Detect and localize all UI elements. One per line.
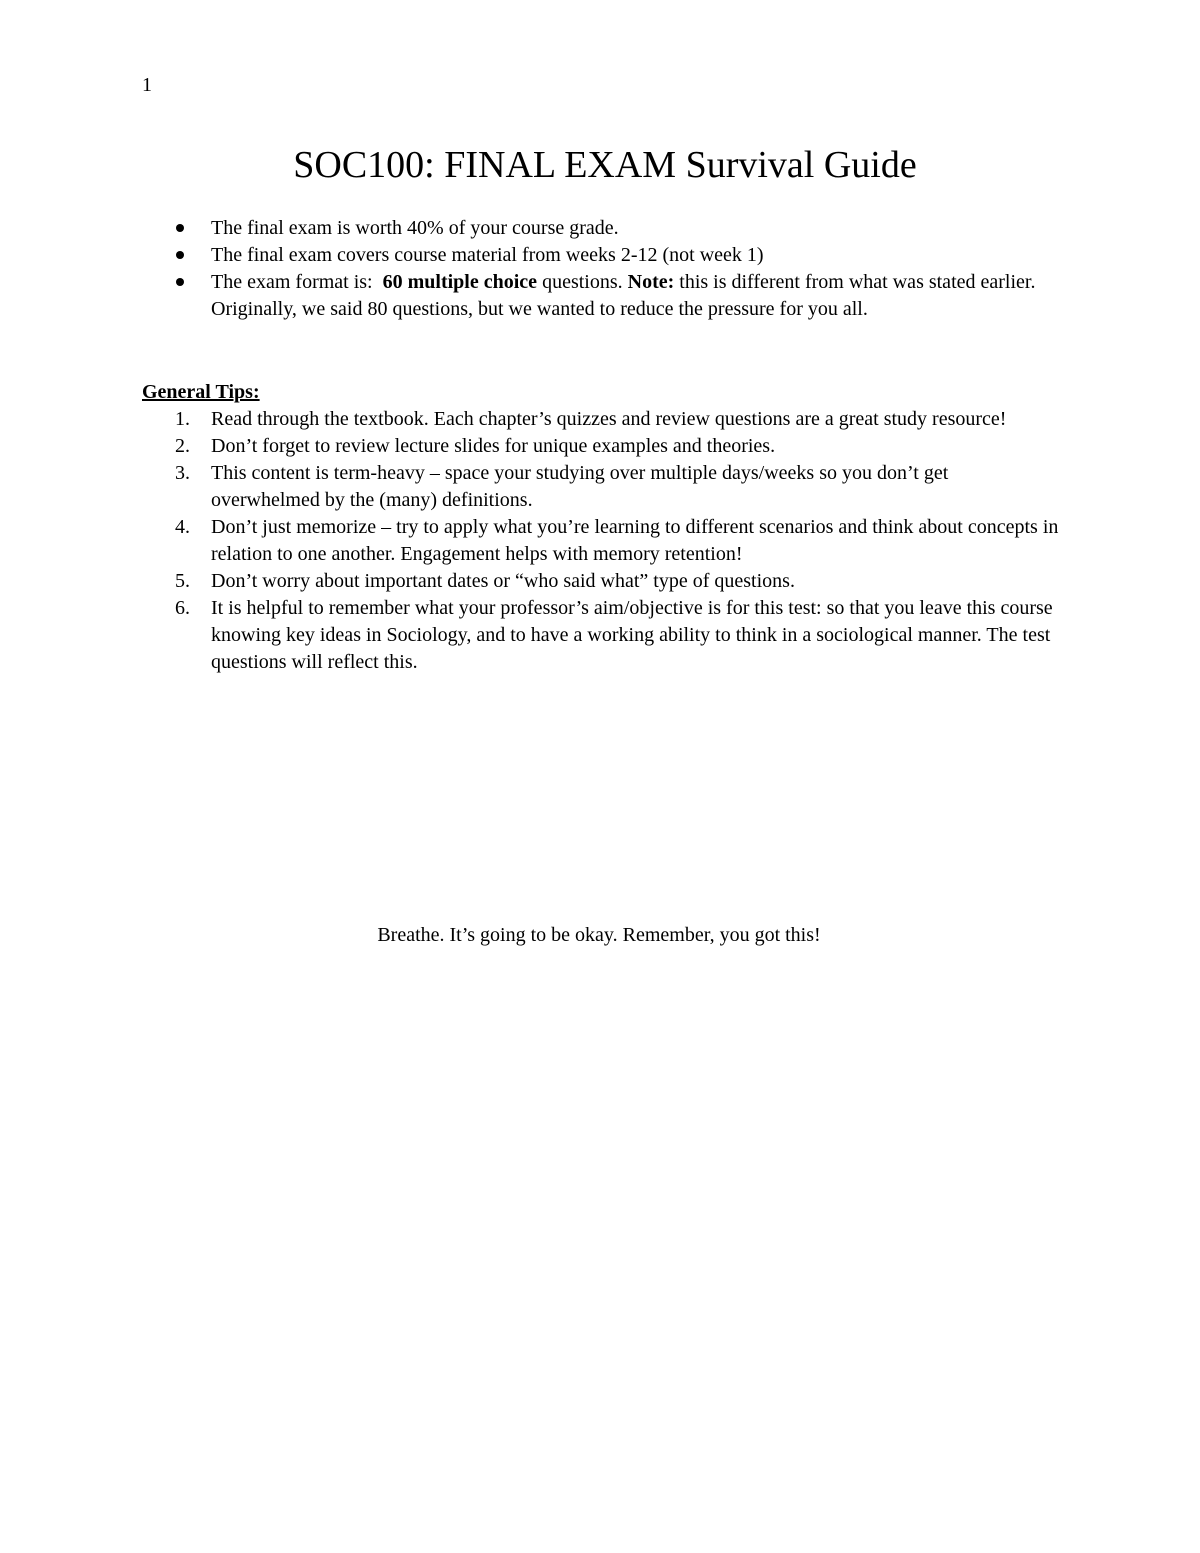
bullet-dot-icon: [176, 251, 184, 259]
closing-message: Breathe. It’s going to be okay. Remember, you got this!: [377, 924, 821, 946]
list-item: [142, 460, 1062, 514]
tips-list: [142, 406, 1062, 676]
tip-number: 4.: [175, 516, 190, 538]
list-item: [142, 433, 1062, 460]
bullet-dot-icon: [176, 224, 184, 232]
tip-text: Don’t just memorize – try to apply what you’re learning to different scenarios and think about concepts in relation to one another. Engagement helps with memory retention!: [211, 516, 1059, 565]
tip-text: This content is term-heavy – space your studying over multiple days/weeks so you don’t get overwhelmed by the (many) definitions.: [211, 462, 949, 511]
page-title: SOC100: FINAL EXAM Survival Guide: [293, 144, 917, 186]
tip-text: Read through the textbook. Each chapter’s quizzes and review questions are a great study resource!: [211, 408, 1007, 430]
bullet-text-suffix: this is different from what was stated earlier. Originally, we said 80 questions, but we wanted to reduce the pressure for you all.: [211, 271, 1036, 320]
bullet-text-middle: questions.: [537, 271, 628, 293]
bullet-dot-icon: [176, 278, 184, 286]
tip-number: 3.: [175, 462, 190, 484]
bullet-text-prefix: The exam format is:: [211, 271, 383, 293]
list-item: [142, 568, 1062, 595]
list-item: [142, 269, 1062, 323]
bullet-text-bold-note: Note:: [627, 271, 675, 293]
tips-heading: General Tips:: [142, 381, 260, 403]
tip-number: 2.: [175, 435, 190, 457]
tip-text: It is helpful to remember what your professor’s aim/objective is for this test: so that you leave this course knowing key ideas in Sociology, and to have a working ability to think in a sociological manner. The test questions will reflect this.: [211, 597, 1053, 673]
list-item: [142, 595, 1062, 676]
tip-number: 1.: [175, 408, 190, 430]
bullet-text-bold-format: 60 multiple choice: [382, 271, 538, 293]
list-item: [142, 242, 1062, 269]
exam-facts-list: [142, 215, 1062, 323]
tip-text: Don’t forget to review lecture slides for unique examples and theories.: [211, 435, 776, 457]
list-item: [142, 215, 1062, 242]
list-item: [142, 406, 1062, 433]
page-number: 1: [142, 74, 152, 96]
bullet-text: The final exam covers course material from weeks 2-12 (not week 1): [211, 244, 764, 266]
tip-number: 5.: [175, 570, 190, 592]
tip-text: Don’t worry about important dates or “who said what” type of questions.: [211, 570, 795, 592]
tip-number: 6.: [175, 597, 190, 619]
list-item: [142, 514, 1062, 568]
bullet-text: The final exam is worth 40% of your course grade.: [211, 217, 619, 239]
